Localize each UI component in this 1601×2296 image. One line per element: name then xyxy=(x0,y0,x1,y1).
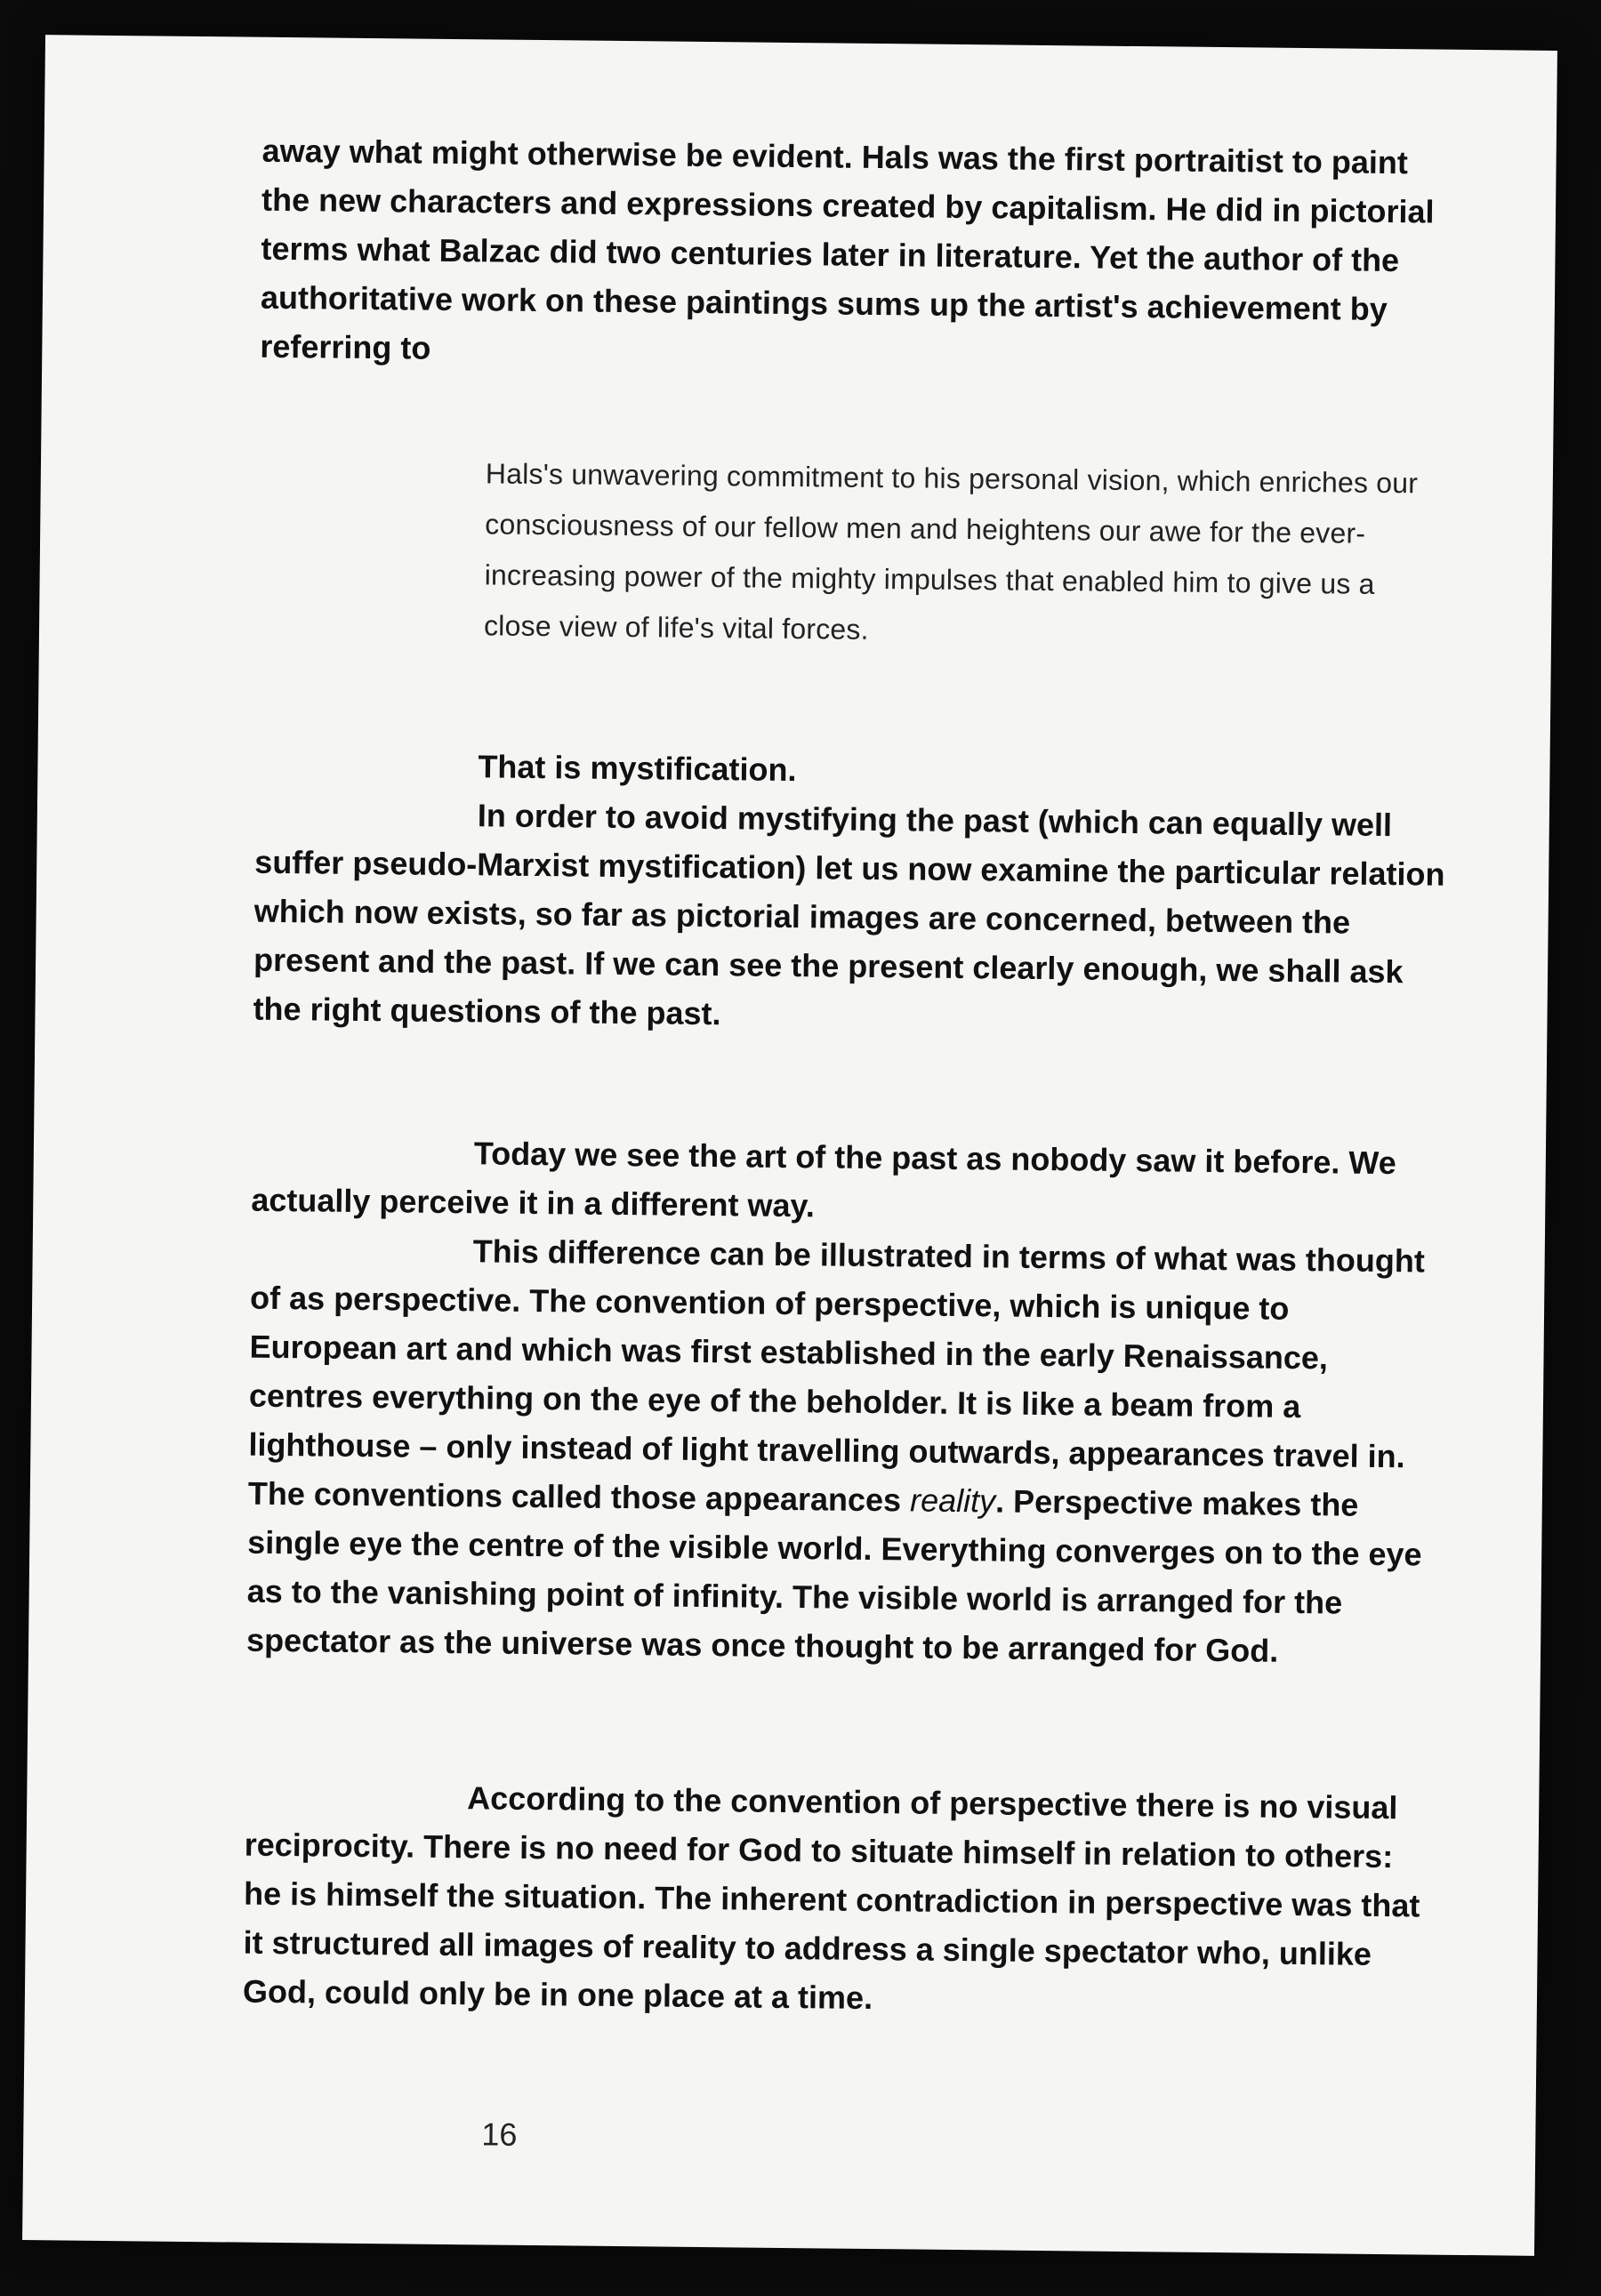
paragraph-difference xyxy=(246,1224,1443,1677)
page-number: 16 xyxy=(481,2115,518,2153)
paragraph-order: In order to avoid mystifying the past (which can equally well suffer pseudo-Marxist mystification) let us now examine the particular relation which now exists, so far as pictorial images are concerned, between the present and the past. If we can see the present clearly enough, we shall ask the right questions of the past. xyxy=(253,797,1445,1032)
paragraph-intro: away what might otherwise be evident. Hals was the first portraitist to paint the new characters and expressions created by capitalism. He did in pictorial terms what Balzac did two centuries later in literature. Yet the author of the authoritative work on these paintings sums up the artist's achievement by referring to xyxy=(260,132,1435,366)
difference-text-after: . Perspective makes the single eye the centre of the visible world. Everything converges on to the eye as to the vanishing point of infinity. The visible world is arranged for the spectator as the universe was once thought to be arranged for God. xyxy=(245,1482,1422,1669)
mystification-text: That is mystification. xyxy=(478,748,797,789)
difference-text-before: This difference can be illustrated in terms of what was thought of as perspective. The convention of perspective, which is unique to European art and which was first established in the early Renaissance, centres everything on the eye of the beholder. It is like a beam from a lighthouse – only instead of light travelling outwards, appearances travel in. The conventions called those appearances xyxy=(247,1232,1426,1519)
paragraph-according: According to the convention of perspective there is no visual reciprocity. There is no need for God to situate himself in relation to others: he is himself the situation. The inherent contradiction in perspective was that it structured all images of reality to address a single spectator who, unlike God, could only be in one place at a time. xyxy=(242,1779,1420,2017)
difference-italic-reality: reality xyxy=(909,1481,996,1520)
book-page xyxy=(22,35,1557,2256)
block-quote: Hals's unwavering commitment to his personal vision, which enriches our consciousness of our fellow men and heightens our awe for the ever-increasing power of the mighty impulses that enabled him to give us a close view of life's vital forces. xyxy=(483,457,1419,646)
paragraph-today: Today we see the art of the past as nobody saw it before. We actually perceive it in a different way. xyxy=(251,1135,1396,1224)
